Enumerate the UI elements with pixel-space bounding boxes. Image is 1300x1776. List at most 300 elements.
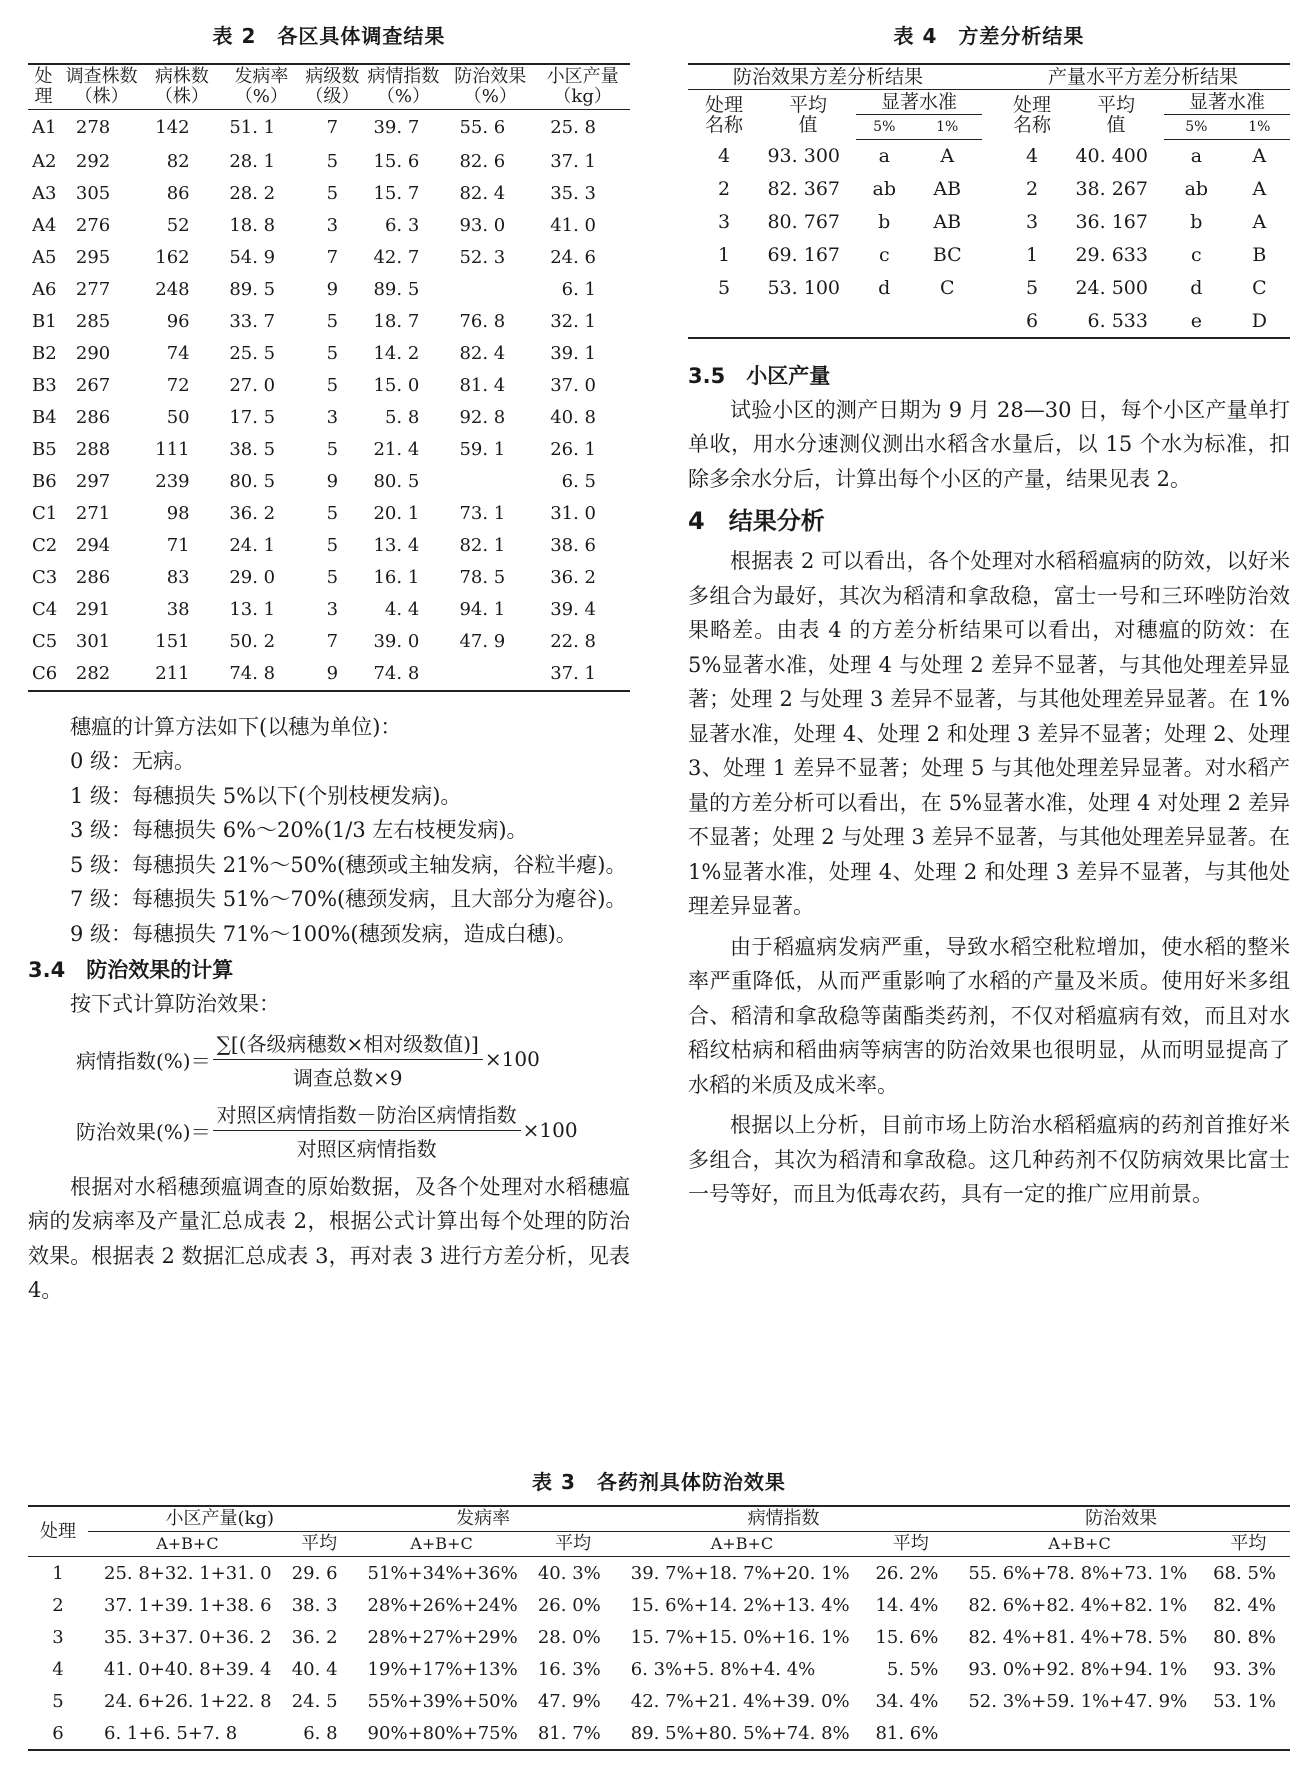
- table3-title: 表 3 各药剂具体防治效果: [532, 1470, 786, 1494]
- table4-cell: AB: [933, 178, 962, 200]
- table4-h-1pct-2: 1%: [1229, 115, 1290, 140]
- table2-cell: 35. 3: [550, 183, 596, 204]
- table2-cell: 9: [326, 663, 339, 684]
- table4-cell: 53. 100: [767, 277, 840, 299]
- table2-header-2: [144, 64, 219, 110]
- table4-h-5pct-2: 5%: [1164, 115, 1229, 140]
- table3-group-row: [28, 1506, 1290, 1532]
- table3-cell: 39. 7%+18. 7%+20. 1%: [630, 1562, 850, 1584]
- table-row: [688, 272, 1290, 305]
- table3-cell: 93. 3%: [1213, 1658, 1276, 1680]
- table4-h-1pct-1: 1%: [913, 115, 982, 140]
- table-row: [28, 466, 630, 498]
- formula1-denominator: 调查总数×9: [292, 1065, 403, 1090]
- table2-cell: 26. 1: [550, 439, 596, 460]
- table2-header-name: 小区产量: [546, 66, 619, 87]
- table2-cell: 294: [75, 535, 111, 556]
- table2-cell: A6: [32, 279, 57, 300]
- table2-cell: 5: [326, 535, 339, 556]
- table2-cell: 32. 1: [550, 311, 596, 332]
- table4-cell: 40. 400: [1075, 145, 1148, 167]
- section-3-5-heading: 3.5 小区产量: [688, 363, 831, 388]
- table3-cell: 24. 5: [291, 1690, 338, 1712]
- table2-cell: 286: [75, 567, 111, 588]
- table2-cell: C3: [32, 567, 58, 588]
- table2-header-name: 处 理: [34, 66, 53, 107]
- table4-cell: 93. 300: [767, 145, 840, 167]
- table2-cell: 47. 9: [459, 631, 506, 652]
- table3-cell: 2: [52, 1594, 64, 1616]
- table2: [28, 63, 630, 692]
- table3-cell: 47. 9%: [537, 1690, 601, 1712]
- table2-cell: 28. 2: [229, 183, 276, 204]
- table4-h-5pct-1: 5%: [856, 115, 913, 140]
- table2-cell: 285: [75, 311, 111, 332]
- table2-cell: 5: [326, 151, 339, 172]
- table2-cell: 71: [166, 535, 190, 556]
- table3-cell: 5. 5%: [886, 1658, 939, 1680]
- table3-cell: 6. 3%+5. 8%+4. 4%: [630, 1658, 816, 1680]
- table4-cell: 38. 267: [1075, 178, 1148, 200]
- table-row: [28, 306, 630, 338]
- section-4-heading: 4 结果分析: [688, 507, 825, 535]
- table4-cell: C: [939, 277, 955, 299]
- table-row: [28, 498, 630, 530]
- table3-cell: 55%+39%+50%: [367, 1690, 518, 1712]
- table2-header-unit: （级）: [305, 86, 360, 107]
- table3-cell: 15. 6%+14. 2%+13. 4%: [630, 1594, 850, 1616]
- table3-cell: 68. 5%: [1213, 1562, 1276, 1584]
- table4-cell: d: [1190, 277, 1203, 299]
- table-row: [28, 594, 630, 626]
- table2-cell: [445, 658, 535, 691]
- table4-cell: d: [878, 277, 891, 299]
- table2-cell: 50: [166, 407, 190, 428]
- table2-cell: 39. 4: [550, 599, 596, 620]
- table3-cell: 89. 5%+80. 5%+74. 8%: [630, 1722, 850, 1744]
- table3-cell: 28%+27%+29%: [367, 1626, 518, 1648]
- table3-group-effect: 防治效果: [952, 1506, 1290, 1532]
- table2-cell: 39. 0: [373, 631, 420, 652]
- table2-cell: [445, 466, 535, 498]
- table3-cell: 81. 7%: [537, 1722, 601, 1744]
- table2-cell: 39. 7: [373, 117, 420, 139]
- right-column: [688, 14, 1290, 1212]
- table4-cell: [688, 305, 760, 338]
- table2-cell: 15. 7: [373, 183, 420, 204]
- table2-header-6: [445, 64, 535, 110]
- table-row: [688, 206, 1290, 239]
- table2-cell: 81. 4: [459, 375, 506, 396]
- table2-cell: 89. 5: [373, 279, 420, 300]
- table3-cell: 41. 0+40. 8+39. 4: [104, 1658, 272, 1680]
- table2-cell: 111: [155, 439, 190, 460]
- table-row: [28, 658, 630, 691]
- table4-cell: D: [1251, 309, 1267, 332]
- table2-header-7: [535, 64, 630, 110]
- table2-cell: 9: [326, 279, 339, 300]
- table2-cell: 7: [326, 247, 339, 268]
- formula2-denominator: 对照区病情指数: [296, 1136, 437, 1161]
- table-row: [688, 173, 1290, 206]
- table4-cell: B: [1252, 244, 1267, 266]
- table3-cell: 28%+26%+24%: [367, 1594, 518, 1616]
- grade-item: 9 级：每穗损失 71%～100%(穗颈发病，造成白穗)。: [70, 921, 577, 946]
- table3-group-incidence: 发病率: [352, 1506, 615, 1532]
- table3-cell: 25. 8+32. 1+31. 0: [104, 1562, 272, 1584]
- formula2-fraction: [213, 1099, 521, 1162]
- formula1-right: ×100: [484, 1047, 540, 1071]
- table2-cell: 142: [155, 117, 190, 139]
- table2-cell: 24. 1: [229, 535, 276, 556]
- table4-cell: 4: [717, 145, 731, 167]
- table4-cell: [760, 305, 856, 338]
- table3-subheader-row: [28, 1532, 1290, 1557]
- summary-paragraph: 根据对水稻穗颈瘟调查的原始数据，及各个处理对水稻穗瘟病的发病率及产量汇总成表 2，根据公式计算出每个处理的防治效果。根据表 2 数据汇总成表 3，再对表 3 进行方差分析，见表 4。: [28, 1174, 630, 1302]
- table4-cell: 82. 367: [767, 178, 840, 200]
- table2-cell: 290: [75, 343, 111, 364]
- table2-cell: 54. 9: [229, 247, 276, 268]
- formula-disease-index: [76, 1028, 630, 1091]
- table2-body: [28, 110, 630, 691]
- table2-cell: 5: [326, 375, 339, 396]
- table2-cell: 89. 5: [229, 279, 276, 300]
- table-row: [28, 530, 630, 562]
- table2-cell: B4: [32, 407, 57, 428]
- formula-control-effect: [76, 1099, 630, 1162]
- table2-cell: 37. 0: [550, 375, 596, 396]
- table2-cell: 37. 1: [550, 151, 596, 172]
- table2-cell: 276: [75, 215, 111, 236]
- table3-h-avg: 平均: [869, 1532, 952, 1557]
- table3-cell: 24. 6+26. 1+22. 8: [104, 1690, 272, 1712]
- table2-title: 表 2 各区具体调查结果: [212, 24, 446, 48]
- table2-cell: 74. 8: [373, 663, 420, 684]
- table2-cell: 292: [75, 151, 111, 172]
- table3-cell: 52. 3%+59. 1%+47. 9%: [968, 1690, 1188, 1712]
- table4-cell: c: [878, 244, 890, 266]
- table4-h-mean-1: 平均 值: [788, 93, 827, 136]
- table2-cell: 278: [75, 117, 111, 139]
- table-row: [688, 305, 1290, 338]
- table2-cell: 286: [75, 407, 111, 428]
- table2-cell: C1: [32, 503, 58, 524]
- table2-cell: C5: [32, 631, 58, 652]
- table2-cell: B1: [32, 311, 57, 332]
- table2-cell: 267: [75, 375, 111, 396]
- table2-cell: 78. 5: [459, 567, 506, 588]
- table2-cell: B3: [32, 375, 57, 396]
- table3-h-avg: 平均: [532, 1532, 615, 1557]
- table2-cell: 9: [326, 471, 339, 492]
- table3-cell: 40. 4: [291, 1658, 338, 1680]
- table4-cell: AB: [933, 211, 962, 233]
- table3-cell: 6. 8: [303, 1722, 338, 1744]
- table2-cell: 73. 1: [459, 503, 506, 524]
- table-row: [688, 239, 1290, 272]
- table3-cell: 81. 6%: [875, 1722, 939, 1744]
- table3-cell: 36. 2: [291, 1626, 338, 1648]
- table2-cell: 29. 0: [229, 567, 276, 588]
- table3-cell: 38. 3: [291, 1594, 338, 1616]
- table4-cell: 69. 167: [767, 244, 840, 266]
- table2-header-3: [220, 64, 304, 110]
- table2-cell: 17. 5: [229, 407, 276, 428]
- table2-cell: 50. 2: [229, 631, 276, 652]
- table4-cell: 3: [717, 211, 731, 233]
- section-3-4-heading: 3.4 防治效果的计算: [28, 958, 234, 982]
- table3-cell: 40. 3%: [537, 1562, 601, 1584]
- table2-cell: 25. 8: [550, 117, 596, 139]
- results-paragraph-2: 由于稻瘟病发病严重，导致水稻空秕粒增加，使水稻的整米率严重降低，从而严重影响了水稻的产量及米质。使用好米多组合、稻清和拿敌稳等菌酯类药剂，不仅对稻瘟病有效，而且对水稻纹枯病和稻曲病等病害的防治效果也很明显，从而明显提高了水稻的米质及成米率。: [688, 934, 1290, 1097]
- table2-header-name: 防治效果: [454, 66, 527, 87]
- table-row: [28, 210, 630, 242]
- grading-section: [28, 710, 630, 952]
- table4-body: [688, 140, 1290, 338]
- grade-item: 1 级：每穗损失 5%以下(个别枝梗发病)。: [70, 783, 462, 808]
- table3-cell: [952, 1717, 1206, 1750]
- table2-header-unit: （株）: [154, 86, 209, 107]
- table-row: [28, 1557, 1290, 1590]
- table2-cell: 305: [75, 183, 111, 204]
- table2-cell: 59. 1: [459, 439, 506, 460]
- table3-cell: 15. 6%: [875, 1626, 939, 1648]
- table2-cell: 82. 1: [459, 535, 506, 556]
- table2-cell: 277: [75, 279, 111, 300]
- table3-h-avg: 平均: [287, 1532, 352, 1557]
- table2-cell: A4: [32, 215, 57, 236]
- table2-header-unit: （%）: [376, 86, 430, 107]
- table2-cell: 18. 7: [373, 311, 420, 332]
- table2-cell: 162: [155, 247, 190, 268]
- table2-cell: 5: [326, 439, 339, 460]
- table2-cell: 3: [326, 215, 339, 236]
- table3-cell: 53. 1%: [1213, 1690, 1276, 1712]
- table2-cell: 271: [75, 503, 111, 524]
- table4-title: 表 4 方差分析结果: [893, 24, 1085, 48]
- table2-cell: 98: [166, 503, 190, 524]
- table3-cell: 16. 3%: [537, 1658, 601, 1680]
- table4-group-control: 防治效果方差分析结果: [688, 64, 982, 90]
- table2-cell: 36. 2: [550, 567, 596, 588]
- table2-cell: 295: [75, 247, 111, 268]
- grade-item: 7 级：每穗损失 51%～70%(穗颈发病，且大部分为瘪谷)。: [70, 887, 627, 911]
- table4-cell: c: [1191, 244, 1202, 266]
- table4-cell: 36. 167: [1075, 211, 1148, 233]
- table2-cell: 7: [326, 117, 339, 139]
- table4-cell: A: [1252, 145, 1267, 168]
- table4-cell: [913, 305, 982, 338]
- table2-cell: 6. 3: [384, 215, 420, 236]
- table2-cell: 80. 5: [373, 471, 420, 492]
- table2-cell: 5: [326, 567, 339, 588]
- table2-cell: 3: [326, 407, 339, 428]
- table2-cell: 13. 1: [229, 599, 276, 620]
- table2-cell: 82. 6: [459, 151, 506, 172]
- table2-cell: 39. 1: [550, 343, 596, 364]
- table4-cell: 2: [717, 178, 731, 200]
- table3-cell: 28. 0%: [537, 1626, 601, 1648]
- table-row: [28, 1589, 1290, 1621]
- formula1-left: 病情指数(%)＝: [76, 1048, 211, 1073]
- table-row: [28, 1653, 1290, 1685]
- table4-h-sig-1: 显著水准: [856, 90, 982, 115]
- table-row: [28, 434, 630, 466]
- table2-header-row: [28, 64, 630, 110]
- table4-h-treat-2: 处理 名称: [1012, 93, 1051, 136]
- table3-h-avg: 平均: [1207, 1532, 1290, 1557]
- table-row: [28, 242, 630, 274]
- table2-cell: 6. 5: [561, 471, 596, 492]
- table2-cell: 86: [166, 183, 190, 204]
- table2-header-unit: （株）: [74, 86, 129, 107]
- table3-h-abc: A+B+C: [952, 1532, 1206, 1557]
- table2-cell: 38. 5: [229, 439, 276, 460]
- table2-cell: 13. 4: [373, 535, 420, 556]
- table3-cell: 82. 4%: [1213, 1594, 1276, 1616]
- table2-cell: 82. 4: [459, 343, 506, 364]
- table4-h-sig-2: 显著水准: [1164, 90, 1290, 115]
- table2-cell: B2: [32, 343, 57, 364]
- table2-header-name: 病株数: [154, 66, 209, 87]
- table2-cell: C2: [32, 535, 58, 556]
- table2-cell: 5: [326, 343, 339, 364]
- table2-cell: 52. 3: [459, 247, 506, 268]
- table2-cell: 94. 1: [459, 599, 506, 620]
- table3-cell: 14. 4%: [875, 1594, 939, 1616]
- table4-h-treat-1: 处理 名称: [704, 93, 743, 136]
- table4-cell: BC: [932, 244, 962, 266]
- grade-item: 5 级：每穗损失 21%～50%(穗颈或主轴发病，谷粒半瘪)。: [70, 852, 627, 877]
- table3-cell: 90%+80%+75%: [367, 1722, 518, 1744]
- table2-cell: 28. 1: [229, 151, 276, 172]
- table3-cell: 4: [52, 1658, 64, 1680]
- table4-cell: a: [1190, 145, 1203, 168]
- table4-cell: 5: [1025, 277, 1039, 299]
- table2-cell: 74: [166, 343, 190, 364]
- table2-header-unit: （%）: [463, 86, 517, 107]
- table2-cell: 83: [166, 567, 190, 588]
- table2-cell: 82: [166, 151, 190, 172]
- table2-cell: 288: [75, 439, 111, 460]
- table2-header-5: [362, 64, 446, 110]
- table2-cell: 14. 2: [373, 343, 420, 364]
- table4-cell: 3: [1025, 211, 1039, 233]
- table-row: [688, 140, 1290, 173]
- table4-cell: 6. 533: [1087, 309, 1148, 332]
- table4-cell: A: [1252, 178, 1267, 200]
- table3-cell: 5: [52, 1690, 64, 1712]
- table3-cell: 1: [52, 1562, 64, 1584]
- table2-cell: 72: [166, 375, 190, 396]
- table-row: [28, 178, 630, 210]
- table4-h-mean-2: 平均 值: [1096, 93, 1135, 136]
- table3-group-yield: 小区产量(kg): [88, 1506, 352, 1532]
- table2-cell: C4: [32, 599, 58, 620]
- grade-item: 0 级：无病。: [70, 749, 196, 773]
- table2-cell: A3: [32, 183, 57, 204]
- table-row: [28, 338, 630, 370]
- table2-cell: 6. 1: [561, 279, 596, 300]
- table2-cell: 51. 1: [229, 117, 276, 139]
- table2-cell: 31. 0: [550, 503, 596, 524]
- table2-cell: 33. 7: [229, 311, 276, 332]
- table4-cell: b: [878, 211, 891, 233]
- table-row: [28, 1621, 1290, 1653]
- table2-header-name: 病情指数: [367, 66, 440, 87]
- table-row: [28, 402, 630, 434]
- table2-cell: 5. 8: [384, 407, 420, 428]
- table4-cell: b: [1190, 211, 1203, 233]
- table2-cell: 25. 5: [229, 343, 276, 364]
- table4-group-row: [688, 64, 1290, 90]
- table2-cell: 291: [75, 599, 111, 620]
- table4-group-yield: 产量水平方差分析结果: [982, 64, 1290, 90]
- formula1-numerator: ∑[(各级病穗数×相对级数值)]: [213, 1028, 483, 1060]
- table2-header-name: 调查株数: [65, 66, 138, 87]
- table3: [28, 1505, 1290, 1751]
- table3-cell: 26. 2%: [875, 1562, 939, 1584]
- table3-section: [28, 1466, 1290, 1751]
- table2-cell: 5: [326, 503, 339, 524]
- table-row: [28, 110, 630, 146]
- table4-cell: 2: [1025, 178, 1039, 200]
- table4: [688, 63, 1290, 339]
- table2-cell: C6: [32, 663, 58, 684]
- table3-cell: 19%+17%+13%: [367, 1658, 518, 1680]
- table3-cell: 80. 8%: [1213, 1626, 1276, 1648]
- table3-cell: 15. 7%+15. 0%+16. 1%: [630, 1626, 850, 1648]
- table3-cell: 6. 1+6. 5+7. 8: [104, 1722, 238, 1744]
- table-row: [28, 370, 630, 402]
- table4-cell: 5: [717, 277, 731, 299]
- table2-cell: 80. 5: [229, 471, 276, 492]
- table3-cell: 82. 6%+82. 4%+82. 1%: [968, 1594, 1188, 1616]
- table4-cell: 1: [717, 244, 731, 266]
- formula2-left: 防治效果(%)＝: [76, 1119, 211, 1144]
- table3-group-index: 病情指数: [615, 1506, 953, 1532]
- formula-intro: 按下式计算防治效果：: [70, 992, 280, 1016]
- table2-cell: 297: [75, 471, 111, 492]
- table2-cell: 42. 7: [373, 247, 420, 268]
- table2-header-name: 病级数: [305, 66, 360, 87]
- table-row: [28, 626, 630, 658]
- table2-cell: A5: [32, 247, 57, 268]
- table2-cell: 7: [326, 631, 339, 652]
- table2-cell: 27. 0: [229, 375, 276, 396]
- table2-cell: 55. 6: [459, 117, 506, 139]
- table2-cell: 41. 0: [550, 215, 596, 236]
- table2-cell: 76. 8: [459, 311, 506, 332]
- table3-cell: 93. 0%+92. 8%+94. 1%: [968, 1658, 1188, 1680]
- section-3-5: [688, 361, 1290, 497]
- table4-cell: 80. 767: [767, 211, 840, 233]
- grade-item: 3 级：每穗损失 6%～20%(1/3 左右枝梗发病)。: [70, 818, 528, 842]
- table4-cell: 1: [1025, 244, 1039, 266]
- table-row: [28, 1685, 1290, 1717]
- table4-header-row: [688, 90, 1290, 115]
- table2-cell: 52: [166, 215, 190, 236]
- table2-cell: 239: [155, 471, 190, 492]
- table3-cell: 34. 4%: [875, 1690, 939, 1712]
- table2-cell: 15. 6: [373, 151, 420, 172]
- table2-cell: 82. 4: [459, 183, 506, 204]
- table3-cell: 3: [52, 1626, 64, 1648]
- table2-cell: A2: [32, 151, 57, 172]
- table3-cell: 55. 6%+78. 8%+73. 1%: [968, 1562, 1188, 1584]
- table2-cell: 4. 4: [384, 599, 420, 620]
- table2-cell: A1: [32, 117, 57, 139]
